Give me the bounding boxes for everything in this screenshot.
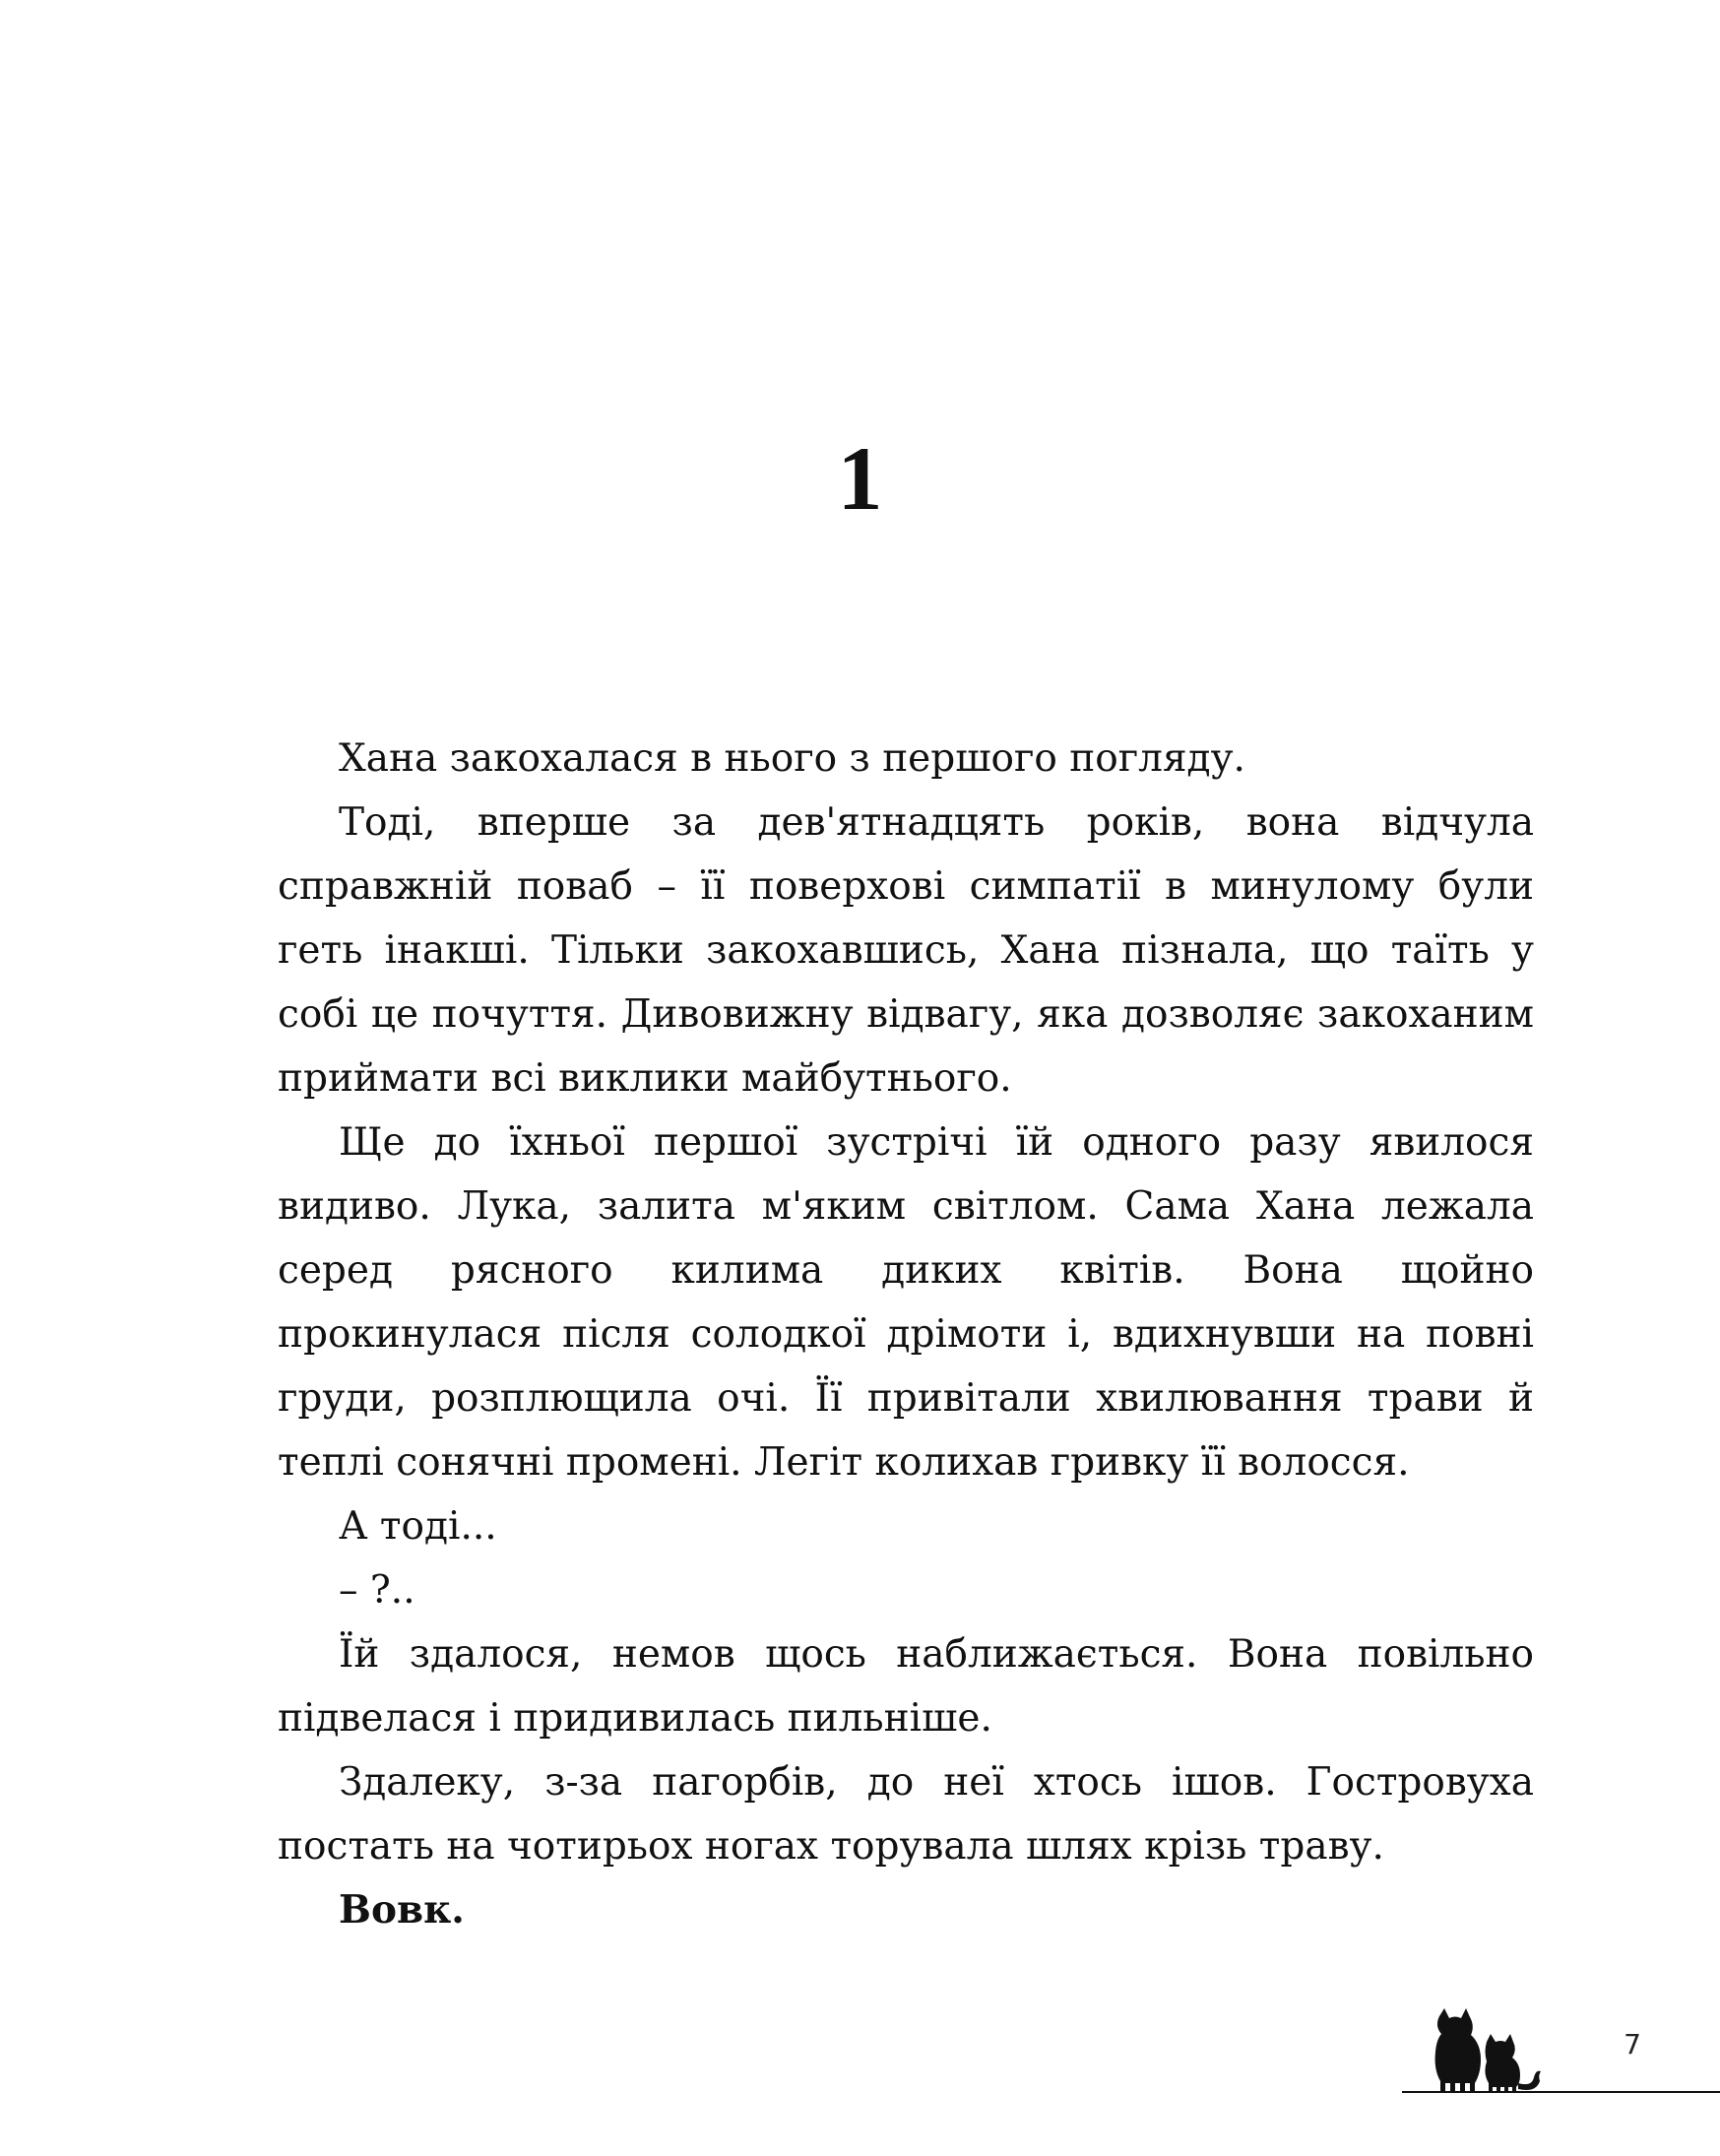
paragraph: А тоді... — [339, 1504, 497, 1549]
paragraph-bold: Вовк. — [339, 1887, 465, 1933]
chapter-body — [278, 727, 1534, 1942]
paragraph: Хана закохалася в нього з першого погляду. — [339, 736, 1245, 781]
paragraph: Їй здалося, немов щось наближається. Вона повільно підвелася і придивилась пильніше. — [278, 1632, 1534, 1741]
paragraph: Ще до їхньої першої зустрічі їй одного разу явилося видиво. Лука, залита м'яким світлом. Сама Хана лежала серед рясного килима диких квітів. Вона щойно прокинулася після солодкої дрімоти і, вдихнувши на повні груди, розплющила очі. Її привітали хвилювання трави й теплі сонячні промені. Легіт колихав гривку її волосся. — [278, 1120, 1534, 1485]
two-cats-silhouette-icon — [1430, 2008, 1548, 2093]
paragraph: Здалеку, з-за пагорбів, до неї хтось ішов. Гостровуха постать на чотирьох ногах торувала шлях крізь траву. — [278, 1760, 1534, 1869]
paragraph: – ?.. — [339, 1568, 415, 1613]
chapter-number: 1 — [837, 428, 883, 529]
footer-rule — [1402, 2091, 1720, 2093]
page-number: 7 — [1624, 2028, 1641, 2061]
paragraph: Тоді, вперше за дев'ятнадцять років, вона відчула справжній поваб – її поверхові симпатії в минулому були геть інакші. Тільки закохавшись, Хана пізнала, що таїть у собі це почуття. Дивовижну відвагу, яка дозволяє закоханим приймати всі виклики майбутнього. — [278, 800, 1534, 1101]
